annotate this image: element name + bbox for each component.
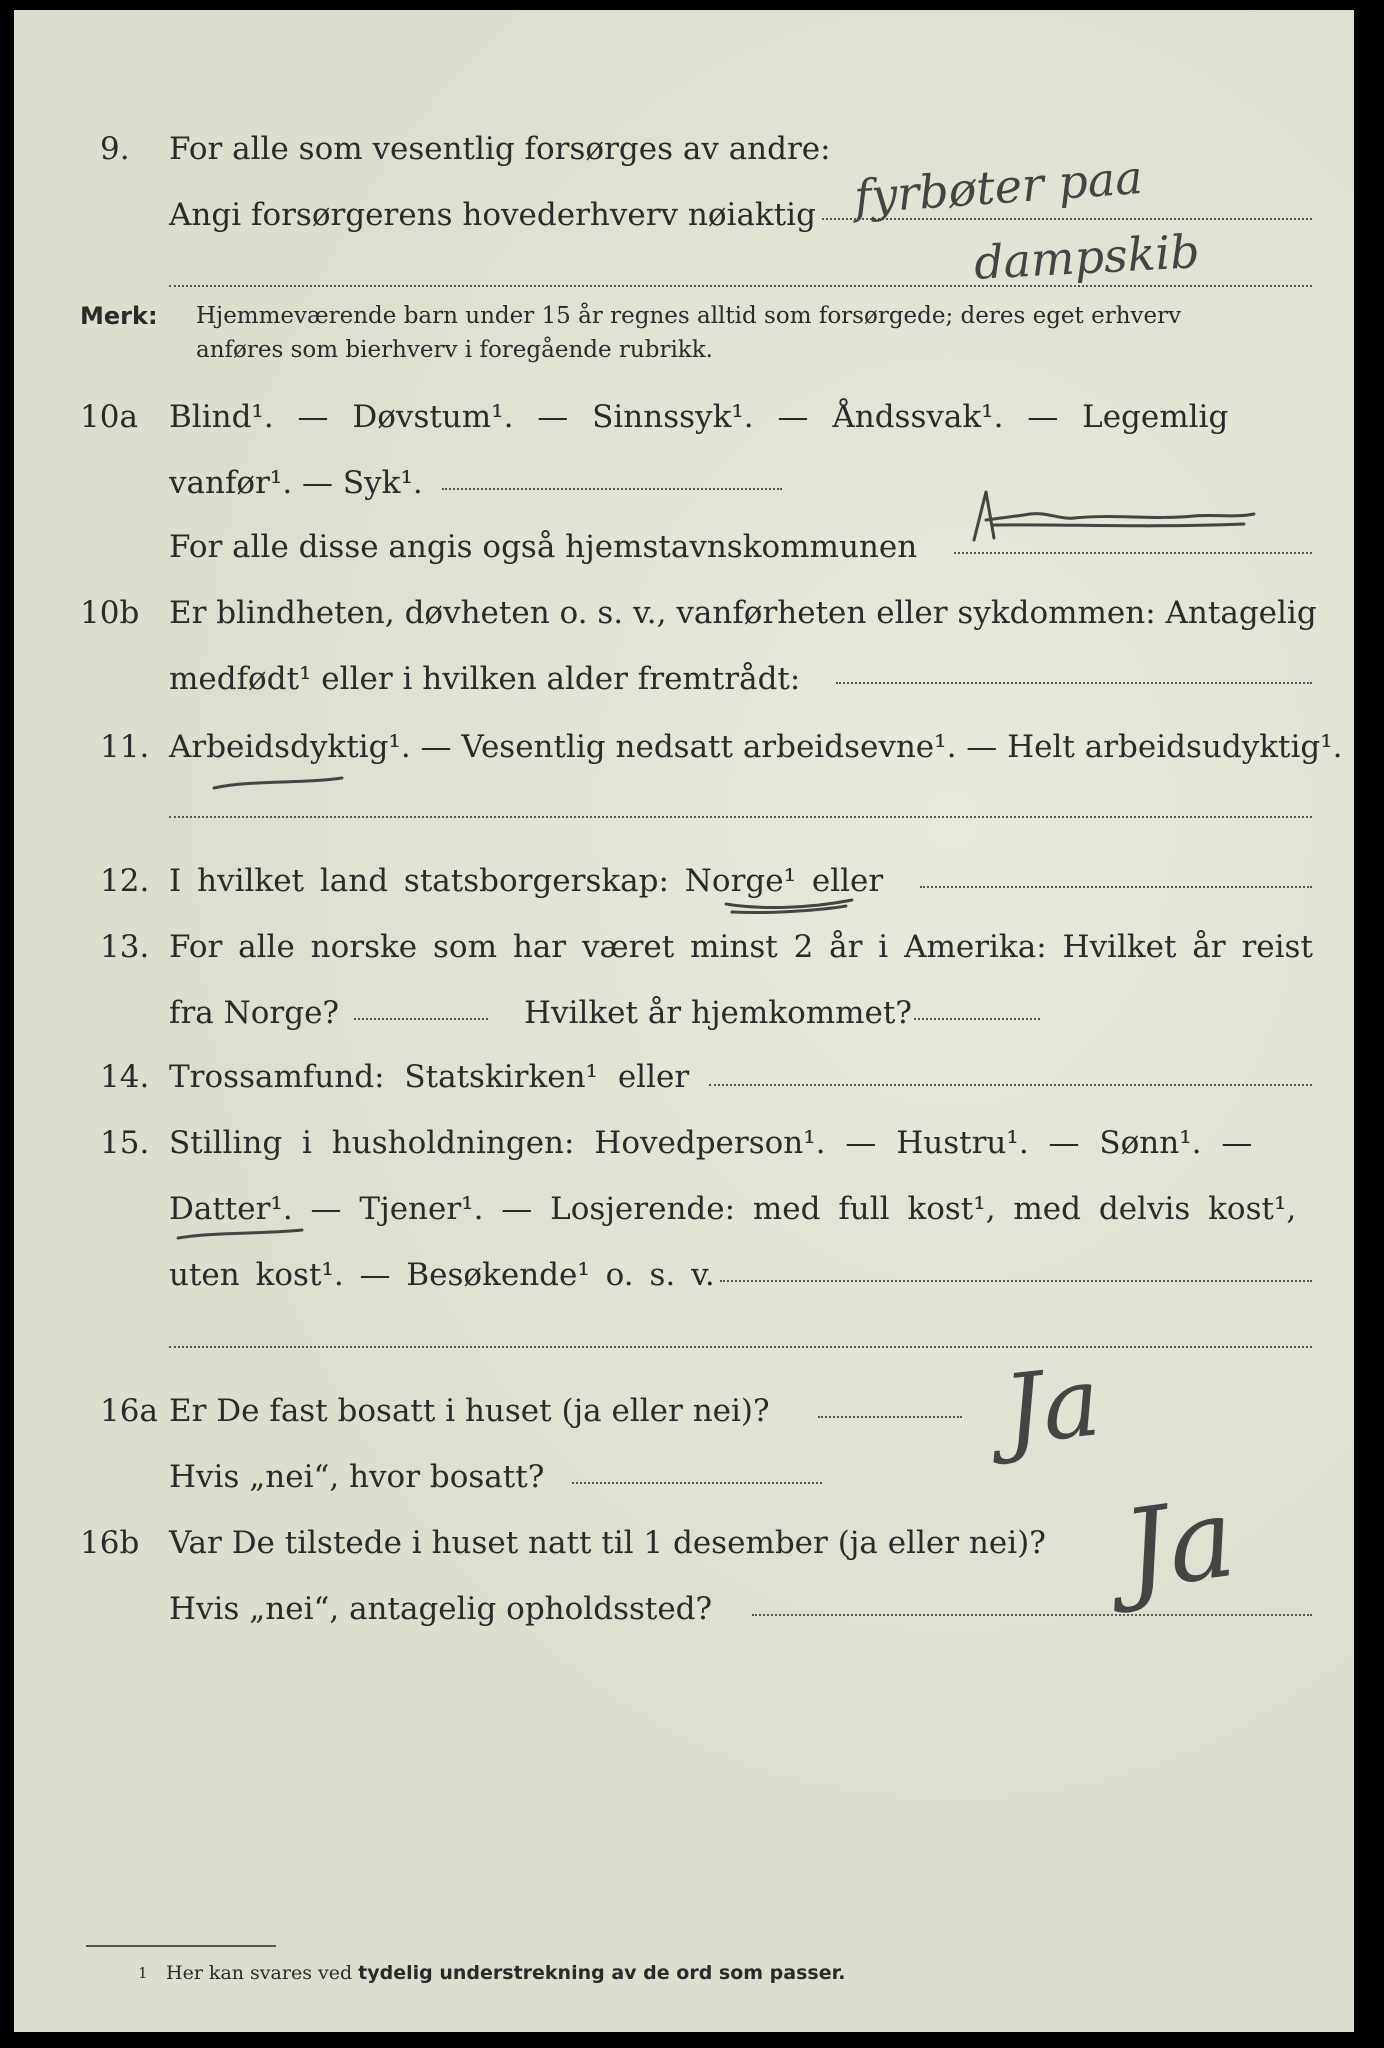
q13-answer-line-reist[interactable]	[354, 1018, 488, 1020]
q16b-handwritten-answer: Ja	[1115, 1472, 1243, 1616]
q14-number: 14.	[100, 1059, 150, 1095]
q16a-number: 16a	[100, 1393, 158, 1429]
q15-line1: Stilling i husholdningen: Hovedperson¹. — Hustru¹. — Sønn¹. —	[169, 1125, 1253, 1161]
q10b-answer-line[interactable]	[836, 682, 1312, 684]
q9-handwritten-answer	[834, 150, 1304, 300]
q12-underline-norge	[722, 892, 862, 922]
q16b-answer-line[interactable]	[752, 1614, 1312, 1616]
q15-line2: Datter¹. — Tjener¹. — Losjerende: med full kost¹, med delvis kost¹,	[169, 1191, 1297, 1227]
q11-line1: Arbeidsdyktig¹. — Vesentlig nedsatt arbeidsevne¹. — Helt arbeidsudyktig¹.	[169, 729, 1343, 765]
q10a-line2: vanfør¹. — Syk¹.	[169, 465, 423, 501]
q16a-answer-line[interactable]	[818, 1416, 962, 1418]
q13-line2b: Hvilket år hjemkommet?	[524, 995, 912, 1031]
q16a-handwritten-answer: Ja	[998, 1345, 1106, 1467]
footnote-rule	[86, 1945, 276, 1947]
q10b-number: 10b	[80, 595, 140, 631]
q16b-line2: Hvis „nei“, antagelig opholdssted?	[169, 1591, 713, 1627]
footnote-text-plain: Her kan svares ved	[166, 1962, 353, 1984]
q14-line1: Trossamfund: Statskirken¹ eller	[169, 1059, 690, 1095]
q9-line2: Angi forsørgerens hovederhverv nøiaktig	[169, 197, 816, 233]
q10a-answer-line1[interactable]	[442, 488, 782, 490]
q12-line1: I hvilket land statsborgerskap: Norge¹ eller	[169, 863, 884, 899]
q16b-number: 16b	[80, 1525, 140, 1561]
q9-line1: For alle som vesentlig forsørges av andre:	[169, 131, 831, 167]
q9-answer-text1: fyrbøter paa	[852, 149, 1145, 225]
q14-answer-line[interactable]	[709, 1084, 1312, 1086]
q15-number: 15.	[100, 1125, 150, 1161]
q13-line2a: fra Norge?	[169, 995, 340, 1031]
q10b-line2: medfødt¹ eller i hvilken alder fremtrådt:	[169, 661, 801, 697]
q11-number: 11.	[100, 729, 150, 765]
q13-number: 13.	[100, 929, 150, 965]
q16a-line1: Er De fast bosatt i huset (ja eller nei)?	[169, 1393, 770, 1429]
merk-line1: Hjemmeværende barn under 15 år regnes alltid som forsørgede; deres eget erhverv	[196, 303, 1182, 329]
q12-answer-line[interactable]	[920, 886, 1312, 888]
q10a-crossed-out-scribble	[964, 480, 1264, 560]
q15-answer-line2[interactable]	[169, 1346, 1312, 1348]
footnote-text-bold: tydelig understrekning av de ord som passer.	[358, 1962, 846, 1984]
merk-label: Merk:	[80, 302, 158, 330]
q10b-line1: Er blindheten, døvheten o. s. v., vanførheten eller sykdommen: Antagelig	[169, 595, 1317, 631]
q16a-line2: Hvis „nei“, hvor bosatt?	[169, 1459, 545, 1495]
q11-answer-line[interactable]	[169, 816, 1312, 818]
q10a-line1: Blind¹. — Døvstum¹. — Sinnssyk¹. — Åndssvak¹. — Legemlig	[169, 399, 1229, 435]
q11-underline-arbeidsdyktig	[210, 770, 350, 800]
q9-answer-text2: dampskib	[972, 224, 1201, 290]
footnote-mark: 1	[138, 1964, 148, 1982]
footnote-text	[166, 1962, 845, 1984]
q10a-line3: For alle disse angis også hjemstavnskommunen	[169, 529, 918, 565]
merk-line2: anføres som bierhverv i foregående rubrikk.	[196, 337, 713, 363]
q10a-number: 10a	[80, 399, 138, 435]
q15-answer-line1[interactable]	[720, 1280, 1312, 1282]
q9-number: 9.	[100, 131, 130, 167]
q15-underline-datter	[174, 1224, 314, 1248]
q12-number: 12.	[100, 863, 150, 899]
q13-line1: For alle norske som har været minst 2 år i Amerika: Hvilket år reist	[169, 929, 1313, 965]
q15-line3: uten kost¹. — Besøkende¹ o. s. v.	[169, 1257, 715, 1293]
census-form-page	[14, 10, 1354, 2032]
q16b-line1: Var De tilstede i huset natt til 1 desember (ja eller nei)?	[169, 1525, 1046, 1561]
q13-answer-line-hjemkommet[interactable]	[914, 1018, 1040, 1020]
q16a-bosatt-line[interactable]	[572, 1482, 822, 1484]
